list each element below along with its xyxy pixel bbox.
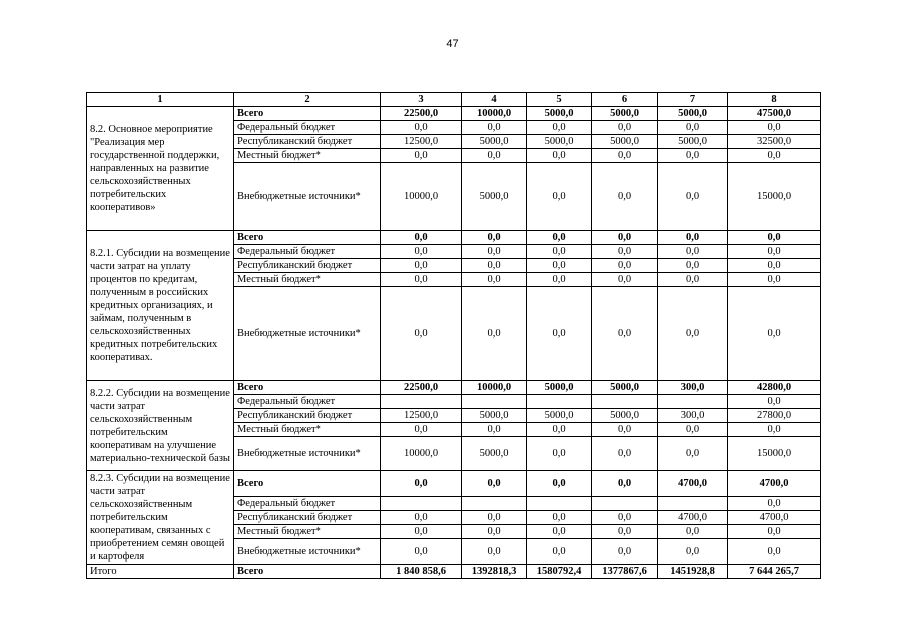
value-cell: 0,0 xyxy=(381,149,462,163)
funding-source: Всего xyxy=(234,107,381,121)
value-cell: 5000,0 xyxy=(462,135,527,149)
funding-source: Республиканский бюджет xyxy=(234,511,381,525)
value-cell: 300,0 xyxy=(658,409,728,423)
value-cell: 0,0 xyxy=(728,497,821,511)
total-row xyxy=(87,565,821,579)
value-cell: 0,0 xyxy=(462,525,527,539)
funding-source: Всего xyxy=(234,471,381,497)
funding-source: Всего xyxy=(234,381,381,395)
funding-source: Местный бюджет* xyxy=(234,273,381,287)
funding-source: Республиканский бюджет xyxy=(234,135,381,149)
value-cell: 15000,0 xyxy=(728,437,821,471)
event-title: 8.2. Основное мероприятие "Реализация мер государственной поддержки, направленных на развитие сельскохозяйственных потребительских кооперативов» xyxy=(87,107,234,231)
value-cell: 0,0 xyxy=(658,539,728,565)
value-cell: 0,0 xyxy=(462,231,527,245)
value-cell: 0,0 xyxy=(462,511,527,525)
value-cell: 4700,0 xyxy=(658,471,728,497)
value-cell: 0,0 xyxy=(527,511,592,525)
table-row xyxy=(87,231,821,245)
funding-source: Местный бюджет* xyxy=(234,525,381,539)
page-number: 47 xyxy=(446,38,459,50)
value-cell: 0,0 xyxy=(728,231,821,245)
value-cell: 0,0 xyxy=(527,437,592,471)
value-cell: 0,0 xyxy=(592,471,658,497)
value-cell: 0,0 xyxy=(381,525,462,539)
value-cell: 5000,0 xyxy=(592,409,658,423)
value-cell: 5000,0 xyxy=(462,163,527,231)
value-cell: 0,0 xyxy=(658,525,728,539)
value-cell: 0,0 xyxy=(527,245,592,259)
value-cell: 0,0 xyxy=(462,539,527,565)
value-cell: 0,0 xyxy=(592,525,658,539)
funding-source: Местный бюджет* xyxy=(234,149,381,163)
value-cell: 0,0 xyxy=(592,437,658,471)
value-cell: 5000,0 xyxy=(527,135,592,149)
value-cell: 0,0 xyxy=(658,149,728,163)
value-cell: 0,0 xyxy=(527,287,592,381)
value-cell: 0,0 xyxy=(527,259,592,273)
table-row xyxy=(87,471,821,497)
value-cell: 0,0 xyxy=(527,163,592,231)
funding-source: Внебюджетные источники* xyxy=(234,163,381,231)
column-header: 5 xyxy=(527,93,592,107)
value-cell: 0,0 xyxy=(592,121,658,135)
event-title: 8.2.3. Субсидии на возмещение части затрат сельскохозяйственным потребительским кооперативам, связанных с приобретением семян овощей и картофеля xyxy=(87,471,234,565)
funding-source: Федеральный бюджет xyxy=(234,245,381,259)
value-cell: 15000,0 xyxy=(728,163,821,231)
value-cell xyxy=(658,497,728,511)
value-cell: 10000,0 xyxy=(462,107,527,121)
value-cell: 5000,0 xyxy=(658,135,728,149)
table-row xyxy=(87,107,821,121)
funding-source: Федеральный бюджет xyxy=(234,395,381,409)
value-cell: 0,0 xyxy=(728,423,821,437)
value-cell: 12500,0 xyxy=(381,135,462,149)
value-cell: 10000,0 xyxy=(462,381,527,395)
value-cell: 0,0 xyxy=(658,121,728,135)
value-cell: 0,0 xyxy=(527,149,592,163)
value-cell: 0,0 xyxy=(462,245,527,259)
value-cell: 0,0 xyxy=(592,149,658,163)
value-cell: 0,0 xyxy=(658,259,728,273)
funding-source: Федеральный бюджет xyxy=(234,497,381,511)
value-cell: 0,0 xyxy=(658,231,728,245)
value-cell: 0,0 xyxy=(592,423,658,437)
value-cell xyxy=(527,395,592,409)
value-cell: 0,0 xyxy=(527,539,592,565)
value-cell: 0,0 xyxy=(381,231,462,245)
value-cell: 10000,0 xyxy=(381,437,462,471)
funding-source: Внебюджетные источники* xyxy=(234,437,381,471)
value-cell: 0,0 xyxy=(527,471,592,497)
value-cell: 0,0 xyxy=(728,149,821,163)
value-cell: 47500,0 xyxy=(728,107,821,121)
value-cell: 0,0 xyxy=(527,273,592,287)
value-cell: 4700,0 xyxy=(728,471,821,497)
table-body xyxy=(87,107,821,579)
total-value-cell: 1392818,3 xyxy=(462,565,527,579)
column-header: 3 xyxy=(381,93,462,107)
total-value-cell: 1580792,4 xyxy=(527,565,592,579)
value-cell: 5000,0 xyxy=(592,135,658,149)
value-cell: 0,0 xyxy=(381,259,462,273)
value-cell: 0,0 xyxy=(527,231,592,245)
column-header: 4 xyxy=(462,93,527,107)
budget-table xyxy=(86,92,821,579)
value-cell: 0,0 xyxy=(592,163,658,231)
value-cell: 0,0 xyxy=(728,259,821,273)
value-cell: 0,0 xyxy=(592,273,658,287)
value-cell: 0,0 xyxy=(728,287,821,381)
value-cell: 0,0 xyxy=(381,287,462,381)
value-cell: 5000,0 xyxy=(527,409,592,423)
value-cell: 0,0 xyxy=(658,245,728,259)
value-cell: 0,0 xyxy=(592,511,658,525)
value-cell: 0,0 xyxy=(728,245,821,259)
funding-source: Федеральный бюджет xyxy=(234,121,381,135)
value-cell: 0,0 xyxy=(527,525,592,539)
value-cell: 0,0 xyxy=(592,287,658,381)
value-cell: 5000,0 xyxy=(592,107,658,121)
value-cell: 0,0 xyxy=(381,273,462,287)
value-cell xyxy=(527,497,592,511)
value-cell: 5000,0 xyxy=(527,107,592,121)
value-cell: 0,0 xyxy=(592,259,658,273)
value-cell: 0,0 xyxy=(658,287,728,381)
value-cell: 22500,0 xyxy=(381,107,462,121)
column-header: 8 xyxy=(728,93,821,107)
value-cell: 5000,0 xyxy=(462,437,527,471)
value-cell: 0,0 xyxy=(728,121,821,135)
funding-source: Республиканский бюджет xyxy=(234,259,381,273)
value-cell: 0,0 xyxy=(728,273,821,287)
value-cell: 0,0 xyxy=(462,259,527,273)
value-cell: 0,0 xyxy=(462,149,527,163)
total-value-cell: 1 840 858,6 xyxy=(381,565,462,579)
value-cell: 42800,0 xyxy=(728,381,821,395)
funding-source: Местный бюджет* xyxy=(234,423,381,437)
value-cell xyxy=(381,395,462,409)
value-cell: 0,0 xyxy=(728,395,821,409)
value-cell: 0,0 xyxy=(462,287,527,381)
value-cell: 27800,0 xyxy=(728,409,821,423)
value-cell: 5000,0 xyxy=(592,381,658,395)
value-cell: 0,0 xyxy=(658,423,728,437)
value-cell: 0,0 xyxy=(381,245,462,259)
value-cell: 22500,0 xyxy=(381,381,462,395)
value-cell: 300,0 xyxy=(658,381,728,395)
value-cell: 0,0 xyxy=(381,121,462,135)
value-cell: 0,0 xyxy=(658,163,728,231)
value-cell: 0,0 xyxy=(462,423,527,437)
funding-source: Внебюджетные источники* xyxy=(234,287,381,381)
value-cell: 0,0 xyxy=(527,121,592,135)
value-cell: 0,0 xyxy=(592,245,658,259)
value-cell: 0,0 xyxy=(381,511,462,525)
value-cell: 5000,0 xyxy=(658,107,728,121)
header-row xyxy=(87,93,821,107)
value-cell: 0,0 xyxy=(592,539,658,565)
column-header: 2 xyxy=(234,93,381,107)
total-value-cell: 7 644 265,7 xyxy=(728,565,821,579)
value-cell: 4700,0 xyxy=(658,511,728,525)
value-cell: 0,0 xyxy=(462,121,527,135)
value-cell: 0,0 xyxy=(592,231,658,245)
value-cell: 5000,0 xyxy=(462,409,527,423)
total-label: Итого xyxy=(87,565,234,579)
value-cell: 0,0 xyxy=(658,437,728,471)
funding-source: Внебюджетные источники* xyxy=(234,539,381,565)
value-cell: 0,0 xyxy=(381,423,462,437)
column-header: 6 xyxy=(592,93,658,107)
value-cell xyxy=(592,395,658,409)
total-value-cell: 1451928,8 xyxy=(658,565,728,579)
funding-source: Республиканский бюджет xyxy=(234,409,381,423)
value-cell: 0,0 xyxy=(462,273,527,287)
value-cell: 4700,0 xyxy=(728,511,821,525)
value-cell xyxy=(592,497,658,511)
value-cell xyxy=(462,395,527,409)
event-title: 8.2.1. Субсидии на возмещение части затрат на уплату процентов по кредитам, полученным в российских кредитных организациях, и займам, полученным в сельскохозяйственных кредитных потребительских кооперативах. xyxy=(87,231,234,381)
value-cell: 32500,0 xyxy=(728,135,821,149)
value-cell: 0,0 xyxy=(658,273,728,287)
funding-source: Всего xyxy=(234,231,381,245)
event-title: 8.2.2. Субсидии на возмещение части затрат сельскохозяйственным потребительским кооперативам на улучшение материально-технической базы xyxy=(87,381,234,471)
value-cell: 0,0 xyxy=(728,539,821,565)
value-cell: 0,0 xyxy=(381,471,462,497)
column-header: 7 xyxy=(658,93,728,107)
value-cell: 0,0 xyxy=(527,423,592,437)
column-header: 1 xyxy=(87,93,234,107)
value-cell: 0,0 xyxy=(381,539,462,565)
table-row xyxy=(87,381,821,395)
total-value-cell: 1377867,6 xyxy=(592,565,658,579)
value-cell: 10000,0 xyxy=(381,163,462,231)
value-cell xyxy=(658,395,728,409)
value-cell: 5000,0 xyxy=(527,381,592,395)
value-cell xyxy=(381,497,462,511)
funding-source: Всего xyxy=(234,565,381,579)
value-cell: 12500,0 xyxy=(381,409,462,423)
value-cell: 0,0 xyxy=(462,471,527,497)
value-cell: 0,0 xyxy=(728,525,821,539)
value-cell xyxy=(462,497,527,511)
